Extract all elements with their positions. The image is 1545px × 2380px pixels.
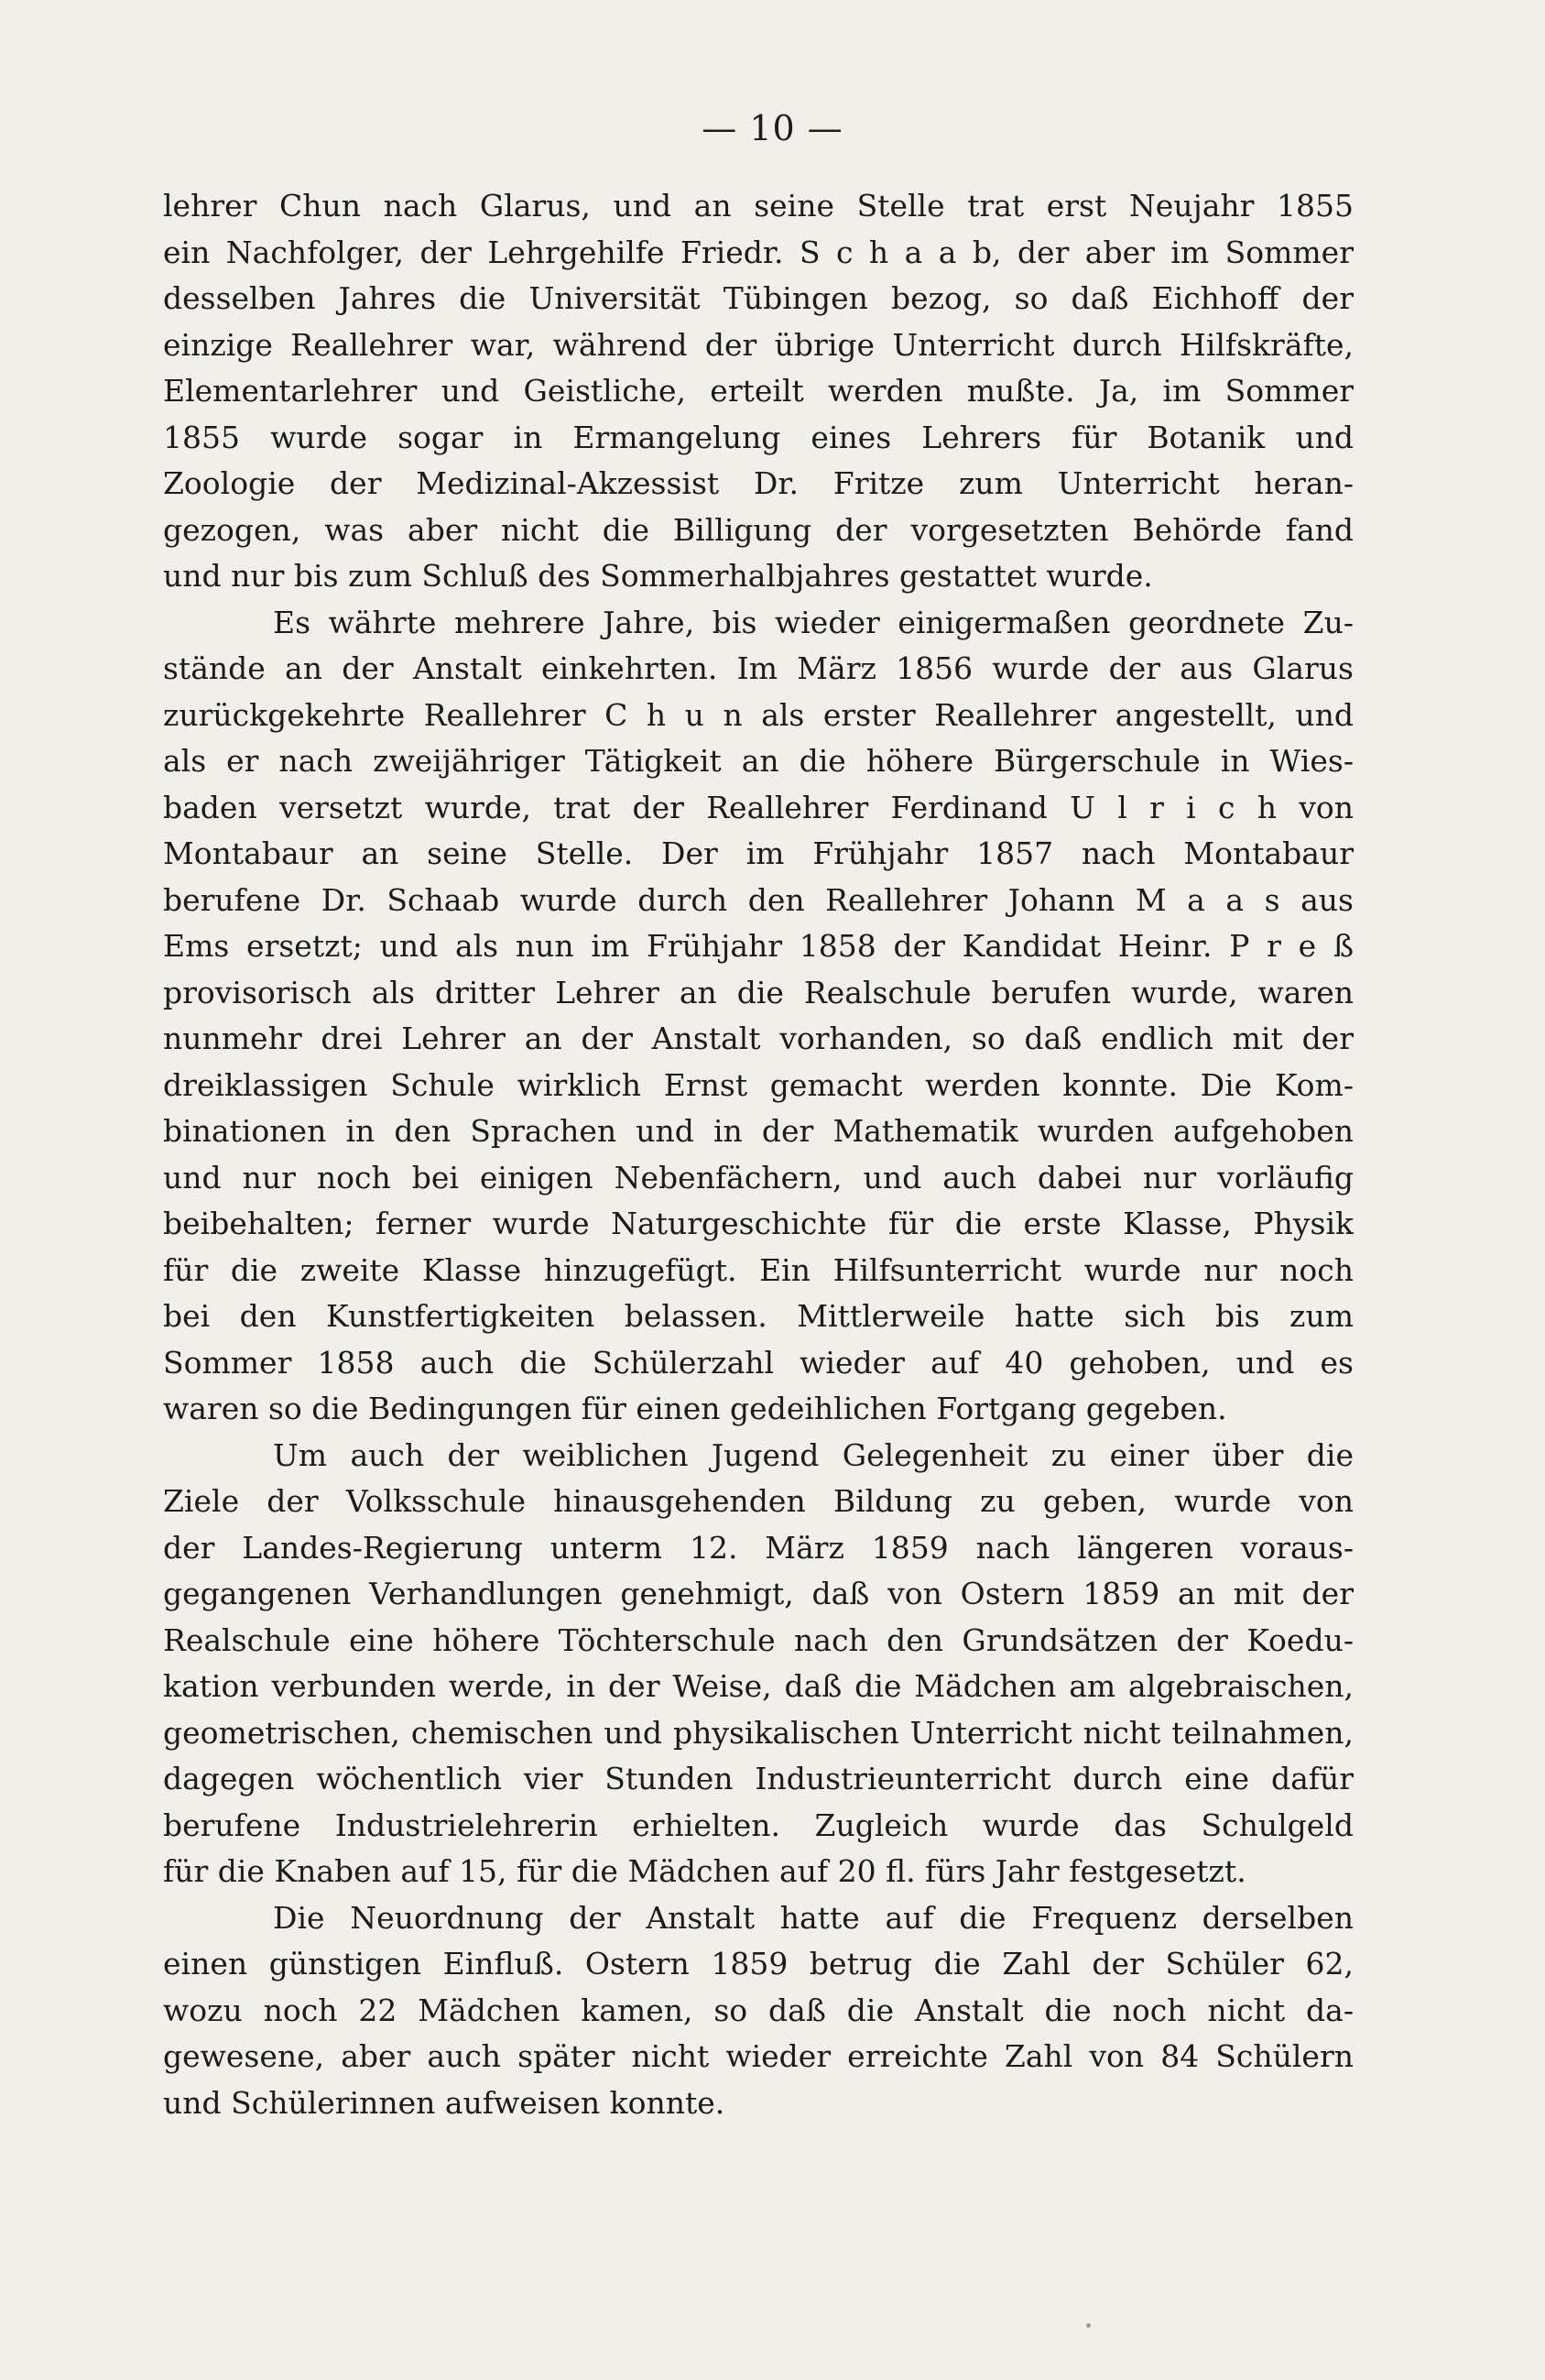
text-line: wozu noch 22 Mädchen kamen, so daß die Anstalt die noch nicht da- bbox=[163, 1992, 1354, 2028]
text-line: binationen in den Sprachen und in der Mathematik wurden aufgehoben bbox=[163, 1113, 1354, 1149]
text-line: Die Neuordnung der Anstalt hatte auf die Frequenz derselben bbox=[273, 1899, 1354, 1936]
text-line: als er nach zweijähriger Tätigkeit an die höhere Bürgerschule in Wies- bbox=[163, 743, 1354, 779]
text-line: desselben Jahres die Universität Tübingen bezog, so daß Eichhoff der bbox=[163, 280, 1354, 316]
paragraph-2 bbox=[163, 600, 1354, 1433]
text-line: lehrer Chun nach Glarus, und an seine Stelle trat erst Neujahr 1855 bbox=[163, 188, 1354, 224]
text-line: waren so die Bedingungen für einen gedeihlichen Fortgang gegeben. bbox=[163, 1391, 1227, 1426]
text-line: dagegen wöchentlich vier Stunden Industrieunterricht durch eine dafür bbox=[163, 1761, 1354, 1796]
text-line: und Schülerinnen aufweisen konnte. bbox=[163, 2084, 725, 2121]
text-line: stände an der Anstalt einkehrten. Im März 1856 wurde der aus Glarus bbox=[163, 650, 1354, 686]
text-line: Es währte mehrere Jahre, bis wieder einigermaßen geordnete Zu- bbox=[273, 604, 1354, 640]
text-line: gegangenen Verhandlungen genehmigt, daß von Ostern 1859 an mit der bbox=[163, 1576, 1354, 1611]
paragraph-1 bbox=[163, 183, 1354, 600]
text-line: geometrischen, chemischen und physikalischen Unterricht nicht teilnahmen, bbox=[163, 1714, 1354, 1751]
text-line: für die zweite Klasse hinzugefügt. Ein Hilfsunterricht wurde nur noch bbox=[163, 1251, 1354, 1288]
paragraph-4 bbox=[163, 1895, 1354, 2127]
text-line: Ziele der Volksschule hinausgehenden Bildung zu geben, wurde von bbox=[163, 1483, 1354, 1519]
text-line: gezogen, was aber nicht die Billigung der vorgesetzten Behörde fand bbox=[163, 511, 1354, 548]
text-line: beibehalten; ferner wurde Naturgeschichte für die erste Klasse, Physik bbox=[163, 1206, 1354, 1241]
paper-speck bbox=[1086, 2323, 1091, 2328]
text-line: kation verbunden werde, in der Weise, daß die Mädchen am algebraischen, bbox=[163, 1668, 1354, 1704]
text-line: nunmehr drei Lehrer an der Anstalt vorhanden, so daß endlich mit der bbox=[163, 1021, 1354, 1056]
text-line: gewesene, aber auch später nicht wieder erreichte Zahl von 84 Schülern bbox=[163, 2038, 1354, 2074]
text-line: für die Knaben auf 15, für die Mädchen auf 20 fl. fürs Jahr festgesetzt. bbox=[163, 1853, 1246, 1889]
text-line: Um auch der weiblichen Jugend Gelegenheit zu einer über die bbox=[273, 1436, 1354, 1473]
text-line: der Landes-Regierung unterm 12. März 1859 nach längeren voraus- bbox=[163, 1529, 1354, 1566]
text-line: Sommer 1858 auch die Schülerzahl wieder auf 40 gehoben, und es bbox=[163, 1344, 1354, 1381]
text-line: einzige Reallehrer war, während der übrige Unterricht durch Hilfskräfte, bbox=[163, 326, 1354, 363]
text-line: Elementarlehrer und Geistliche, erteilt werden mußte. Ja, im Sommer bbox=[163, 373, 1354, 409]
text-line: bei den Kunstfertigkeiten belassen. Mittlerweile hatte sich bis zum bbox=[163, 1298, 1354, 1334]
text-line: zurückgekehrte Reallehrer C h u n als erster Reallehrer angestellt, und bbox=[163, 696, 1354, 733]
text-line: dreiklassigen Schule wirklich Ernst gemacht werden konnte. Die Kom- bbox=[163, 1066, 1354, 1103]
text-line: einen günstigen Einfluß. Ostern 1859 betrug die Zahl der Schüler 62, bbox=[163, 1946, 1354, 1982]
text-line: provisorisch als dritter Lehrer an die Realschule berufen wurde, waren bbox=[163, 974, 1354, 1010]
text-line: ein Nachfolger, der Lehrgehilfe Friedr. S c h a a b, der aber im Sommer bbox=[163, 234, 1354, 270]
paragraph-3 bbox=[163, 1433, 1354, 1895]
text-line: und nur noch bei einigen Nebenfächern, und auch dabei nur vorläufig bbox=[163, 1159, 1354, 1195]
text-line: 1855 wurde sogar in Ermangelung eines Lehrers für Botanik und bbox=[163, 419, 1354, 455]
text-line: Zoologie der Medizinal-Akzessist Dr. Fritze zum Unterricht heran- bbox=[163, 465, 1354, 501]
text-line: Realschule eine höhere Töchterschule nach den Grundsätzen der Koedu- bbox=[163, 1621, 1354, 1658]
text-line: und nur bis zum Schluß des Sommerhalbjahres gestattet wurde. bbox=[163, 558, 1153, 594]
text-line: berufene Dr. Schaab wurde durch den Reallehrer Johann M a a s aus bbox=[163, 881, 1354, 918]
body-text bbox=[163, 183, 1354, 2126]
text-line: baden versetzt wurde, trat der Reallehrer Ferdinand U l r i c h von bbox=[163, 789, 1354, 825]
text-line: berufene Industrielehrerin erhielten. Zugleich wurde das Schulgeld bbox=[163, 1807, 1354, 1843]
page-number: — 10 — bbox=[702, 108, 843, 148]
text-line: Ems ersetzt; und als nun im Frühjahr 1858 der Kandidat Heinr. P r e ß bbox=[163, 928, 1354, 964]
text-line: Montabaur an seine Stelle. Der im Frühjahr 1857 nach Montabaur bbox=[163, 835, 1354, 871]
